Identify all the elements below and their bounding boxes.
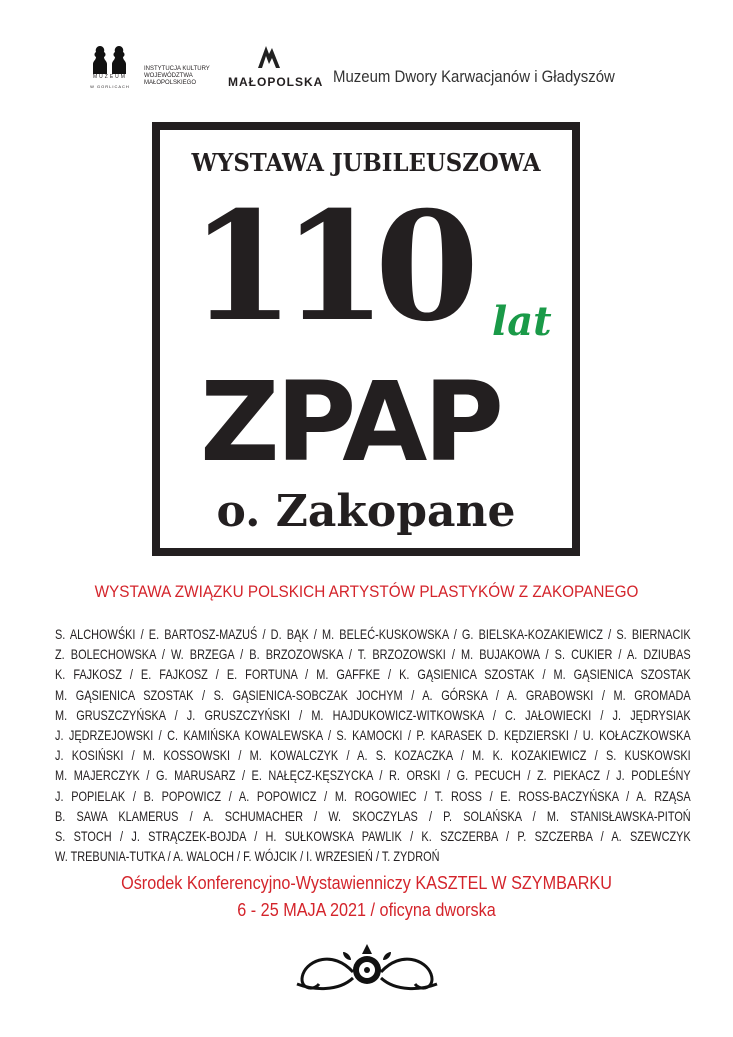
artists-list: [55, 624, 691, 866]
malopolska-logo: [228, 44, 324, 89]
two-figures-icon: [88, 42, 132, 74]
logo-line: INSTYTUCJA KULTURY: [144, 66, 210, 72]
artists-line: S. ALCHOWŚKI / E. BARTOSZ-MAZUŚ / D. BĄK / M. BELEĆ-KUSKOWSKA / G. BIELSKA-KOZAKIEWICZ / S. BIERNACIK: [55, 626, 691, 642]
exhibition-dates: 6 - 25 MAJA 2021 / oficyna dworska: [237, 900, 496, 920]
artists-line: M. GRUSZCZYŃSKA / J. GRUSZCZYŃSKI / M. HAJDUKOWICZ-WITKOWSKA / C. JAŁOWIECKI / J. JĘDRYSIAK: [55, 706, 691, 723]
artists-line: W. TREBUNIA-TUTKA / A. WALOCH / F. WÓJCIK / I. WRZESIEŃ / T. ZYDROŃ: [55, 848, 440, 865]
floral-ornament-icon: [283, 940, 451, 996]
malopolska-mark-icon: [256, 44, 282, 68]
exhibition-title: WYSTAWA ZWIĄZKU POLSKICH ARTYSTÓW PLASTYKÓW Z ZAKOPANEGO: [94, 582, 639, 601]
years-label: lat: [492, 298, 552, 345]
artists-line: K. FAJKOSZ / E. FAJKOSZ / E. FORTUNA / M. GAFFKE / K. GĄSIENICA SZOSTAK / M. GĄSIENICA SZOSTAK: [55, 666, 691, 683]
museum-name: Muzeum Dwory Karwacjanów i Gładyszów: [333, 67, 615, 86]
artists-line: B. SAWA KLAMERUS / A. SCHUMACHER / W. SKOCZYLAS / P. SOLAŃSKA / M. STANISŁAWSKA-PITOŃ: [55, 807, 691, 824]
logo-label: MAŁOPOLSKA: [228, 75, 324, 89]
logo-line: MAŁOPOLSKIEGO: [144, 80, 197, 86]
venue: Ośrodek Konferencyjno-Wystawienniczy KASZTEL W SZYMBARKU: [121, 873, 612, 893]
poster-subtitle: WYSTAWA JUBILEUSZOWA: [191, 148, 541, 177]
instytucja-kultury-logo: [144, 66, 224, 87]
muzeum-gorlice-logo: [88, 42, 132, 92]
artists-line: J. POPIELAK / B. POPOWICZ / A. POPOWICZ / M. ROGOWIEC / T. ROSS / E. ROSS-BACZYŃSKA / A. RZĄSA: [55, 787, 691, 804]
artists-line: M. GĄSIENICA SZOSTAK / S. GĄSIENICA-SOBCZAK JOCHYM / A. GÓRSKA / A. GRABOWSKI / M. GROMADA: [55, 686, 691, 703]
artists-line: J. KOSIŃSKI / M. KOSSOWSKI / M. KOWALCZYK / A. S. KOZACZKA / M. K. KOZAKIEWICZ / S. KUSKOWSKI: [55, 747, 691, 764]
artists-line: M. MAJERCZYK / G. MARUSARZ / E. NAŁĘCZ-KĘSZYCKA / R. ORSKI / G. PECUCH / Z. PIEKACZ / J. PODLEŚNY: [55, 767, 691, 784]
anniversary-number: 110: [190, 179, 468, 355]
organization-name: ZPAP: [200, 358, 501, 486]
logo-line: WOJEWÓDZTWA: [144, 73, 193, 79]
artists-line: Z. BOLECHOWSKA / W. BRZEGA / B. BRZOZOWSKA / T. BRZOZOWSKI / M. BUJAKOWA / S. CUKIER / A. DZIUBAS: [55, 646, 691, 663]
artists-line: S. STOCH / J. STRĄCZEK-BOJDA / H. SUŁKOWSKA PAWLIK / K. SZCZERBA / P. SZCZERBA / A. SZEWCZYK: [55, 828, 691, 845]
branch-name: o. Zakopane: [216, 486, 516, 537]
logo-sublabel: W GORLICACH: [90, 84, 130, 89]
artists-line: J. JĘDRZEJOWSKI / C. KAMIŃSKA KOWALEWSKA / S. KAMOCKI / P. KARASEK D. KĘDZIERSKI / U. KOŁACZKOWSKA: [55, 727, 691, 744]
logo-label: MUZEUM: [93, 74, 127, 80]
jubilee-title-box: [152, 122, 580, 556]
